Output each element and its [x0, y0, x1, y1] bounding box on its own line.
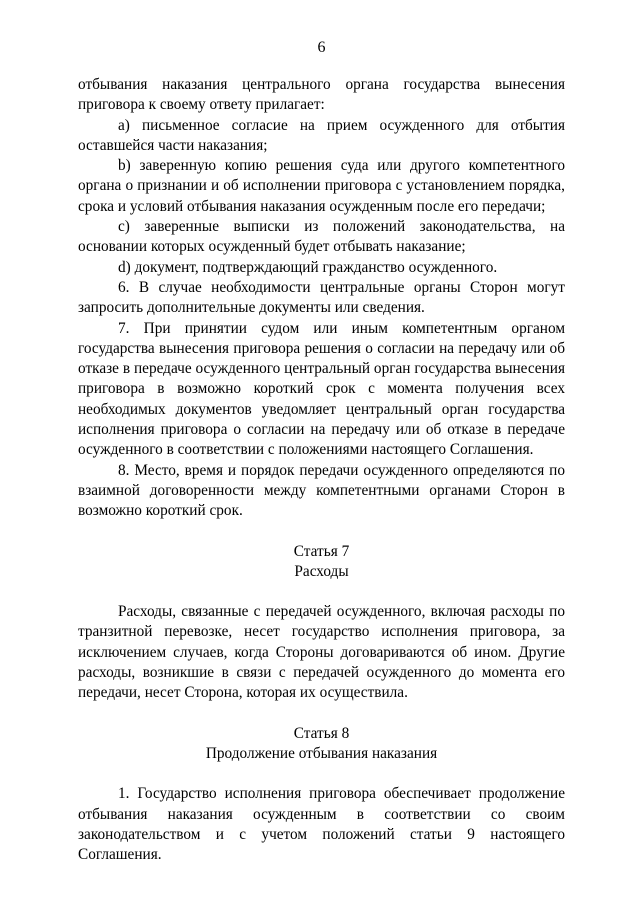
article-8-title: Продолжение отбывания наказания: [205, 744, 438, 762]
page-number: 6: [317, 39, 326, 56]
article-7-paragraph: Расходы, связанные с передачей осужденного, включая расходы по транзитной перевозке, несет государство исполнения приговора, за исключением случаев, когда Стороны договариваются об ином. Другие расходы, возникшие в связи с передачей осужденного до момента его передачи, несет Сторона, которая их осуществила.: [78, 603, 565, 702]
paragraph-item-a: a) письменное согласие на прием осужденного для отбытия оставшейся части наказания;: [78, 116, 565, 154]
paragraph-item-b: b) заверенную копию решения суда или другого компетентного органа о признании и об исполнении приговора с установлением порядка, срока и условий отбывания наказания осужденным после его передачи;: [78, 157, 565, 215]
article-8-number: Статья 8: [293, 724, 350, 742]
article-7-title: Расходы: [294, 562, 349, 580]
paragraph-item-c: c) заверенные выписки из положений законодательства, на основании которых осужденный будет отбывать наказание;: [78, 218, 565, 256]
paragraph-8: 8. Место, время и порядок передачи осужденного определяются по взаимной договоренности между компетентными органами Сторон в возможно короткий срок.: [78, 461, 565, 520]
paragraph-continuation: отбывания наказания центрального органа государства вынесения приговора к своему ответу прилагает:: [78, 76, 565, 114]
article-8-paragraph-1: 1. Государство исполнения приговора обеспечивает продолжение отбывания наказания осужденным в соответствии со своим законодательством и с учетом положений статьи 9 настоящего Соглашения.: [78, 785, 565, 864]
paragraph-item-d: d) документ, подтверждающий гражданство осужденного.: [118, 258, 498, 276]
article-7-number: Статья 7: [293, 542, 350, 560]
paragraph-7: 7. При принятии судом или иным компетентным органом государства вынесения приговора решения о согласии на передачу или об отказе в передаче осужденного центральный орган государства вынесения приговора в возможно короткий срок с момента получения всех необходимых документов уведомляет центральный орган государства исполнения приговора о согласии на передачу или об отказе в передаче осужденного в соответствии с положениями настоящего Соглашения.: [78, 319, 565, 459]
paragraph-6: 6. В случае необходимости центральные органы Сторон могут запросить дополнительные документы или сведения.: [78, 278, 565, 317]
